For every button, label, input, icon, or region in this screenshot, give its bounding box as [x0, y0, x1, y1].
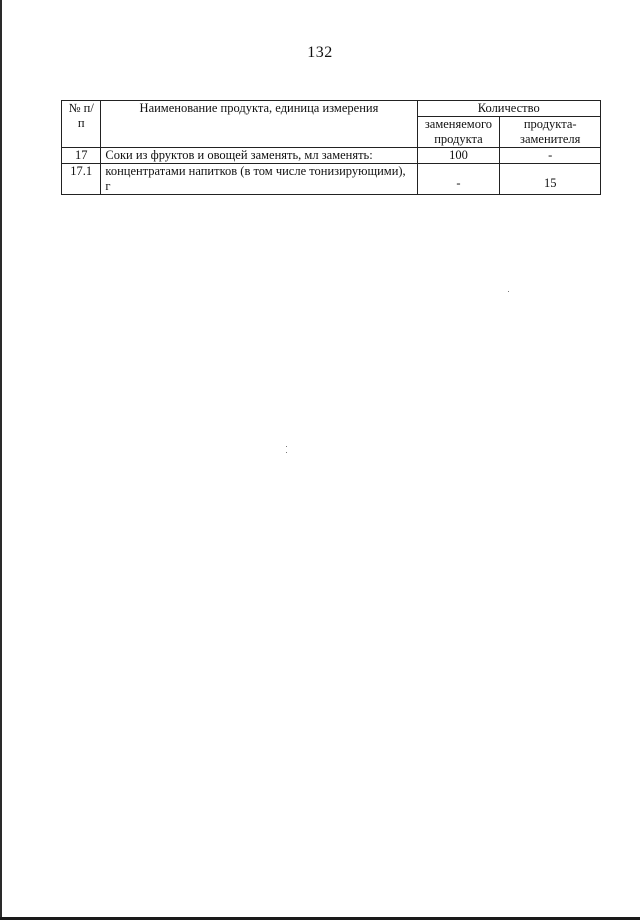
row-name: Соки из фруктов и овощей заменять, мл заменять: [101, 148, 417, 164]
row-number: 17.1 [62, 164, 101, 195]
header-replaced-product: заменяемого продукта [417, 117, 500, 148]
header-number: № п/п [62, 101, 101, 148]
header-name: Наименование продукта, единица измерения [101, 101, 417, 148]
row-replaced-value: - [417, 164, 500, 195]
row-replacement-value: - [500, 148, 601, 164]
row-replaced-value: 100 [417, 148, 500, 164]
table-row [62, 164, 601, 195]
table-row [62, 148, 601, 164]
scan-left-edge [0, 0, 2, 920]
scan-speck [286, 446, 287, 447]
header-replacement-product: продукта-заменителя [500, 117, 601, 148]
substitution-table [61, 100, 601, 195]
row-replacement-value: 15 [500, 164, 601, 195]
header-quantity: Количество [417, 101, 601, 117]
row-number: 17 [62, 148, 101, 164]
scan-speck [286, 452, 287, 453]
page-number: 132 [307, 44, 333, 61]
row-name: концентратами напитков (в том числе тонизирующими), г [101, 164, 417, 195]
scan-speck [508, 291, 509, 292]
